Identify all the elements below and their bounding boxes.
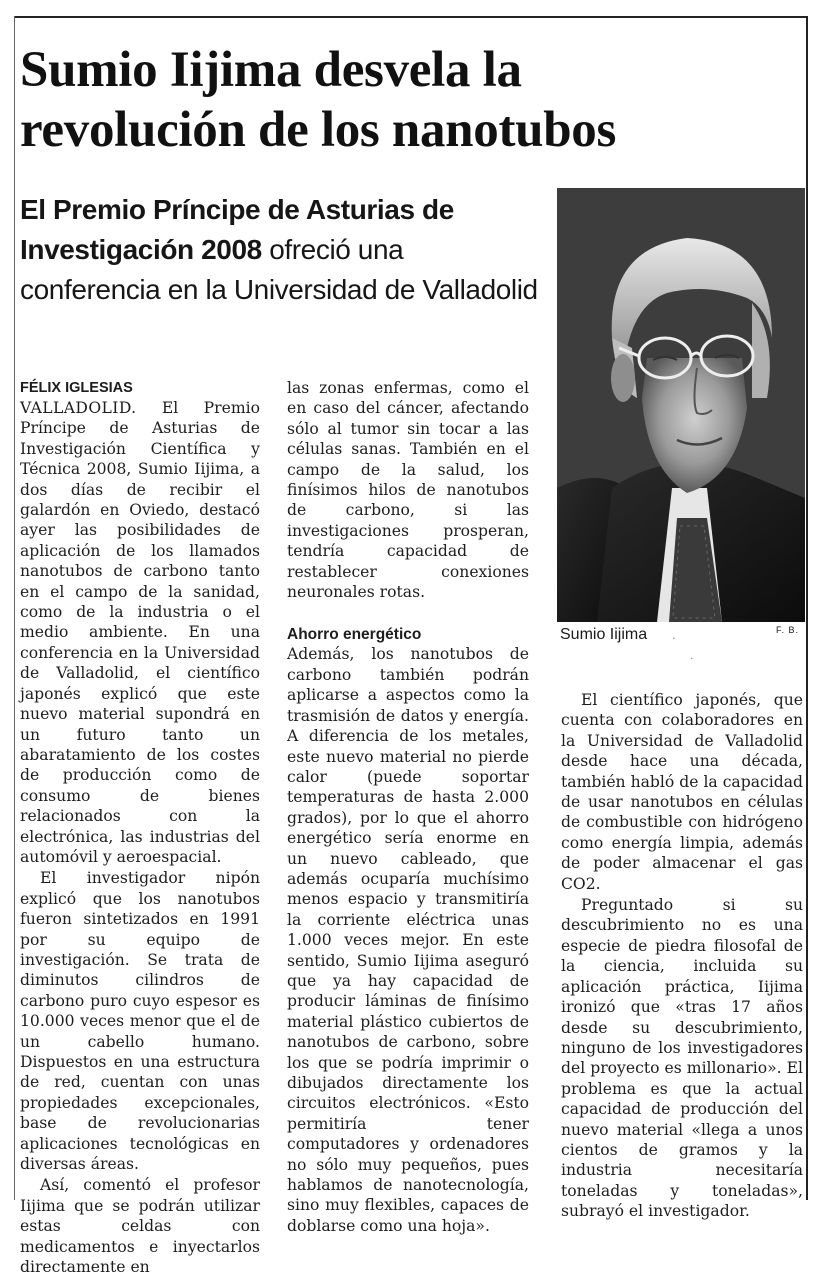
column-2 (287, 378, 529, 1236)
subhead-line-2-rest: ofreció una (261, 234, 404, 265)
left-rule (14, 16, 15, 1200)
portrait-photo (557, 188, 805, 622)
subheadline (20, 190, 540, 310)
paragraph: Así, comentó el profesor Iijima que se podrán utilizar estas celdas con medicamentos e inyectarlos directamente en (20, 1176, 260, 1277)
headline-line-1: Sumio Iijima desvela la (20, 42, 522, 98)
caption-name: Sumio Iijima (560, 626, 648, 643)
paragraph: las zonas enfermas, como el en caso del cáncer, afectando sólo al tumor sin tocar a las células sanas. También en el campo de la salud, los finísimos hilos de nanotubos de carbono, si las investigaciones prosperan, tendría capacidad de restablecer conexiones neuronales rotas. (287, 379, 529, 602)
paragraph: El científico japonés, que cuenta con colaboradores en la Universidad de Valladolid desde hace una década, también habló de la capacidad de usar nanotubos en células de combustible con hidrógeno como energía limpia, además de poder almacenar el gas CO2. (561, 691, 803, 893)
right-rule (806, 16, 808, 1200)
subhead-line-1: El Premio Príncipe de Asturias de (20, 194, 454, 225)
dateline: VALLADOLID. (20, 399, 137, 417)
subhead-line-2-bold: Investigación 2008 (20, 234, 262, 265)
top-rule (14, 16, 806, 18)
paragraph: Además, los nanotubos de carbono también podrán aplicarse a aspectos como la trasmisión de datos y energía. A diferencia de los metales, este nuevo material no pierde calor (puede soportar temperaturas de hasta 2.000 grados), por lo que el ahorro energético sería enorme en un nuevo cableado, que además ocuparía muchísimo menos espacio y transmitiría la corriente eléctrica unas 1.000 veces mejor. En este sentido, Sumio Iijima aseguró que ya hay capacidad de producir láminas de finísimo material plástico cubiertos de nanotubos de carbono, sobre los que se podría imprimir o dibujados directamente los circuitos electrónicos. «Esto permitiría tener computadores y ordenadores no sólo muy pequeños, pues hablamos de nanotecnología, sino muy flexibles, capaces de doblarse como una hoja». (287, 645, 529, 1235)
paragraph: VALLADOLID. El Premio Príncipe de Asturias de Investigación Científica y Técnica 2008, Sumio Iijima, a dos días de recibir el galardón en Oviedo, destacó ayer las posibilidades de aplicación de los llamados nanotubos de carbono tanto en el campo de la sanidad, como de la industria o el medio ambiente. En una conferencia en la Universidad de Valladolid, el científico japonés explicó que este nuevo material supondrá en un futuro tanto un abaratamiento de los costes de producción como de consumo de bienes relacionados con la electrónica, las industrias del automóvil y aeroespacial. (20, 399, 260, 866)
headline-line-2: revolución de los nanotubos (20, 102, 617, 158)
paragraph: El investigador nipón explicó que los nanotubos fueron sintetizados en 1991 por su equipo de investigación. Se trata de diminutos cilindros de carbono puro cuyo espesor es 10.000 veces menor que el de un cabello humano. Dispuestos en una estructura de red, cuentan con unas propiedades excepcionales, base de revolucionarias aplicaciones tecnológicas en diversas áreas. (20, 869, 260, 1174)
subhead-line-3: conferencia en la Universidad de Valladolid (20, 274, 538, 305)
photo-credit: F. B. (775, 625, 799, 635)
paragraph: Preguntado si su descubrimiento no es una especie de piedra filosofal de la ciencia, incluida su aplicación práctica, Iijima ironizó que «tras 17 años desde su descubrimiento, ninguno de los investigadores del proyecto es millonario». El problema es que la actual capacidad de producción del nuevo material «llega a unos cientos de gramos y la industria necesitaría toneladas y toneladas», subrayó el investigador. (561, 896, 803, 1221)
headline (20, 40, 800, 160)
portrait-illustration (557, 188, 805, 622)
scan-speck: · (672, 632, 676, 645)
byline: FÉLIX IGLESIAS (20, 380, 133, 396)
photo-caption (557, 625, 805, 649)
scan-speck: · (690, 652, 694, 665)
section-heading: Ahorro energético (287, 626, 422, 644)
column-1 (20, 382, 260, 1277)
column-3 (561, 690, 803, 1222)
